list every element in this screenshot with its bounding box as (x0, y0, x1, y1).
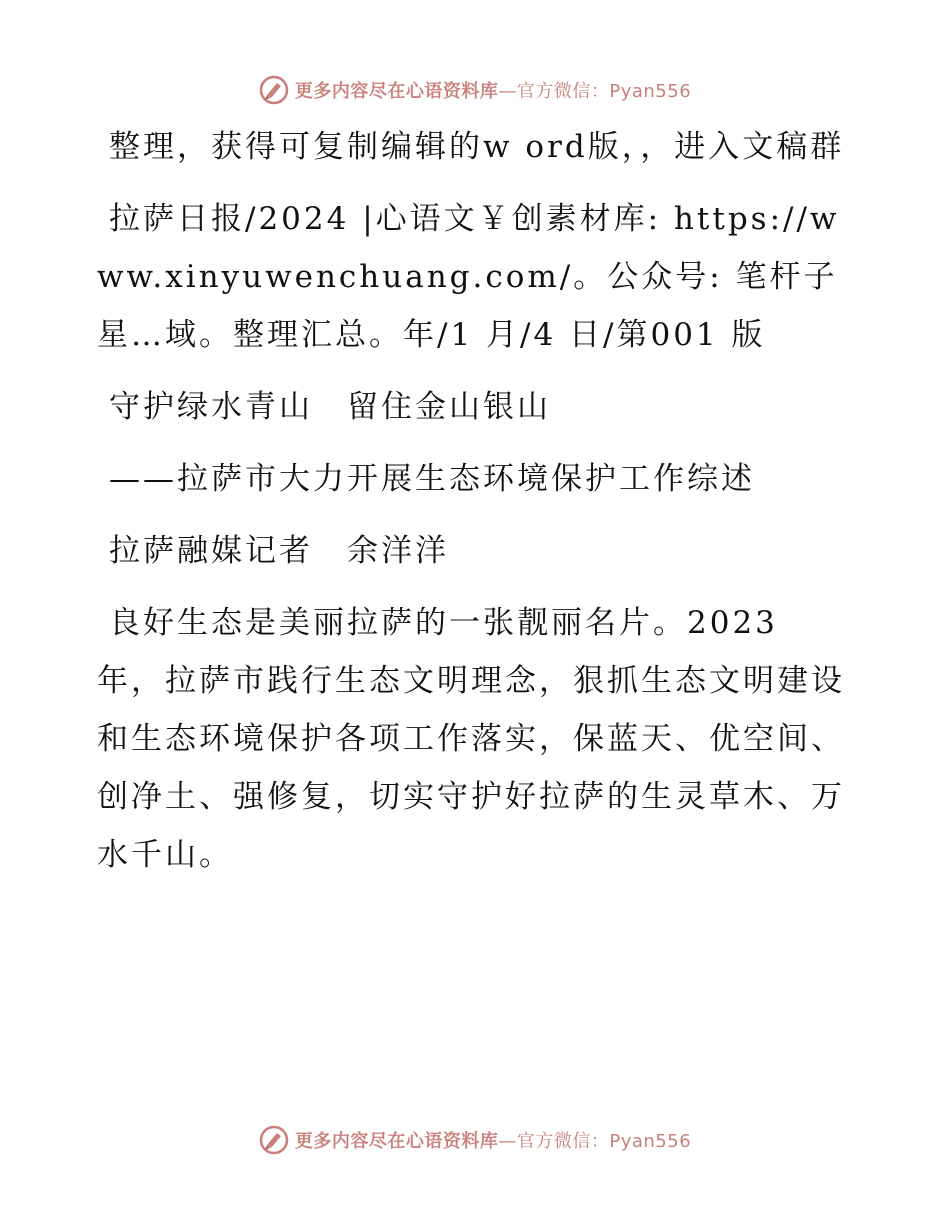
subtitle: ——拉萨市大力开展生态环境保护工作综述 (109, 461, 755, 497)
byline: 拉萨融媒记者 余洋洋 (109, 533, 449, 569)
header-watermark (0, 70, 950, 110)
watermark-label: 官方微信： (516, 81, 610, 102)
intro-paragraph: 整理，获得可复制编辑的w ord版，，进入文稿群 (109, 129, 845, 165)
document-body (97, 118, 857, 898)
watermark-dash: — (498, 1131, 517, 1152)
source-paragraph: 拉萨日报/2024 |心语文￥创素材库: https://www.xinyuwenchuang.com/。公众号: 笔杆子星…域。整理汇总。年/1 月/4 日/第001 版 (97, 201, 840, 353)
watermark-text (295, 1127, 691, 1153)
brand-logo-icon (259, 1125, 289, 1155)
watermark-main: 更多内容尽在心语资料库 (294, 1131, 499, 1152)
headline: 守护绿水青山 留住金山银山 (109, 389, 551, 425)
brand-logo-icon (259, 75, 289, 105)
watermark-label: 官方微信： (516, 1131, 610, 1152)
watermark-dash: — (498, 81, 517, 102)
watermark-handle: Pyan556 (609, 1131, 692, 1152)
watermark-text (295, 77, 691, 103)
footer-watermark (0, 1120, 950, 1160)
body-paragraph: 良好生态是美丽拉萨的一张靓丽名片。2023 年，拉萨市践行生态文明理念，狠抓生态文明建设和生态环境保护各项工作落实，保蓝天、优空间、创净土、强修复，切实守护好拉萨的生灵草木、万水千山。 (97, 605, 845, 873)
watermark-main: 更多内容尽在心语资料库 (294, 81, 499, 102)
watermark-handle: Pyan556 (609, 81, 692, 102)
